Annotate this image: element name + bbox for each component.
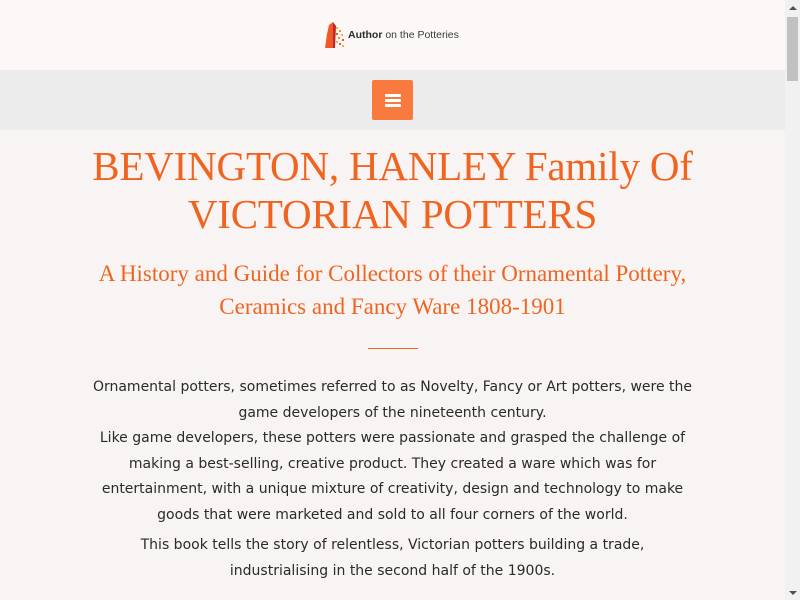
page-title: BEVINGTON, HANLEY Family Of VICTORIAN POTTERS — [92, 143, 693, 237]
hamburger-icon — [385, 94, 401, 107]
intro-paragraph-1: Ornamental potters, sometimes referred to as Novelty, Fancy or Art potters, were the game developers of the nineteenth century. — [92, 379, 693, 421]
logo-text — [348, 29, 459, 41]
menu-toggle-button[interactable] — [372, 80, 413, 120]
intro-text-2 — [93, 533, 693, 584]
title-divider — [368, 348, 418, 349]
arrow-down-icon — [789, 591, 797, 595]
site-logo-link[interactable] — [323, 22, 459, 48]
page-subtitle: A History and Guide for Collectors of their Ornamental Pottery, Ceramics and Fancy Ware 1808-1901 — [98, 261, 687, 319]
scroll-up-arrow[interactable] — [785, 0, 800, 15]
main-content — [0, 130, 785, 584]
scrollbar-thumb[interactable] — [787, 17, 798, 81]
intro-paragraph-2: Like game developers, these potters were passionate and grasped the challenge of making a best-selling, creative product. They created a ware which was for entertainment, with a unique mixture of creativity, design and technology to make goods that were marketed and sold to all four corners of the world. — [99, 430, 686, 523]
intro-text — [93, 375, 693, 528]
logo-text-rest: on the Potteries — [382, 29, 459, 41]
navigation-bar — [0, 70, 785, 130]
scroll-down-arrow[interactable] — [785, 585, 800, 600]
site-header — [0, 0, 785, 70]
pottery-logo-icon — [323, 22, 345, 48]
intro-paragraph-3: This book tells the story of relentless, Victorian potters building a trade, industrialising in the second half of the 1900s. — [140, 537, 645, 579]
vertical-scrollbar[interactable] — [785, 0, 800, 600]
arrow-up-icon — [789, 6, 797, 10]
logo-text-bold: Author — [348, 29, 383, 41]
